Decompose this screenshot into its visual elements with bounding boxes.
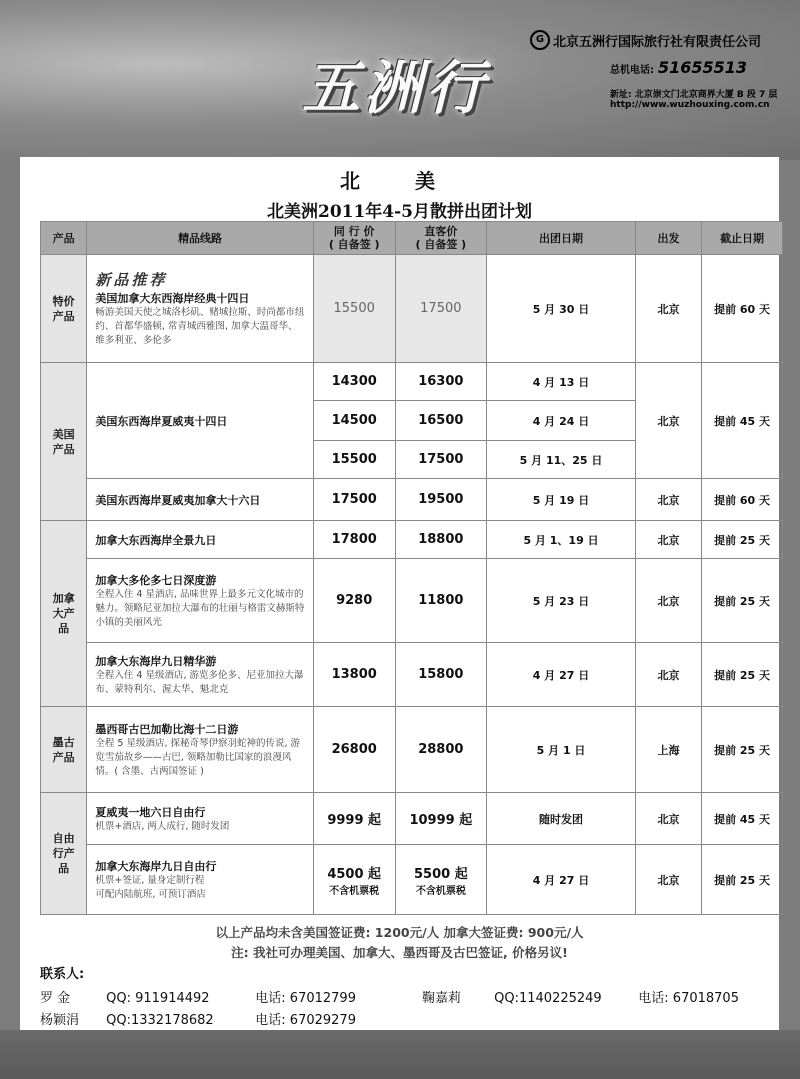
contact-item (422, 987, 739, 1006)
header-deadline: 截止日期 (702, 222, 783, 255)
route-name[interactable]: 美国东西海岸夏威夷十四日 (95, 414, 228, 428)
departure-city: 北京 (635, 793, 701, 845)
table-row (41, 479, 783, 521)
website-url[interactable]: http://www.wuzhouxing.com.cn (610, 100, 770, 110)
direct-price: 17500 (395, 441, 487, 479)
table-row (41, 707, 783, 793)
contact-qq: QQ:1332178682 (106, 1013, 214, 1028)
contact-phone: 电话: 67018705 (638, 991, 739, 1006)
peer-price: 17800 (313, 521, 395, 559)
peer-price: 9999 起 (313, 793, 395, 845)
deadline: 提前 25 天 (702, 845, 783, 915)
page-subtitle: 北美洲2011年4-5月散拼出团计划 (266, 202, 533, 222)
table-row (41, 643, 783, 707)
category-mexico-cuba: 墨古产品 (41, 707, 87, 793)
departure-city: 北京 (635, 479, 701, 521)
category-canada: 加拿大产品 (41, 521, 87, 707)
deadline: 提前 60 天 (702, 479, 783, 521)
route-cell (87, 255, 313, 363)
departure-city: 北京 (635, 845, 701, 915)
route-cell (87, 793, 313, 845)
deadline: 提前 25 天 (702, 559, 783, 643)
route-description: 机票+酒店, 两人成行, 随时发团 (95, 820, 230, 832)
page-title: 北 美 (340, 169, 459, 193)
phone-number: 51655513 (658, 58, 748, 77)
departure-city: 北京 (635, 643, 701, 707)
header-date: 出团日期 (487, 222, 636, 255)
departure-date: 4 月 24 日 (487, 401, 636, 441)
peer-price: 26800 (313, 707, 395, 793)
route-cell (87, 479, 313, 521)
route-description: 全程 5 星级酒店, 探秘奇琴伊察羽蛇神的传说, 游览雪茄故乡——古巴, 领略加勒比国家的浪漫风情。( 含墨、古两国签证 ) (95, 737, 301, 777)
route-name[interactable]: 加拿大东海岸九日精华游 (95, 654, 217, 668)
route-name[interactable]: 美国加拿大东西海岸经典十四日 (95, 292, 250, 305)
route-cell (87, 845, 313, 915)
departure-date: 5 月 11、25 日 (487, 441, 636, 479)
category-usa: 美国产品 (41, 363, 87, 521)
departure-city: 北京 (635, 363, 701, 479)
departure-city: 北京 (635, 255, 701, 363)
route-cell (87, 643, 313, 707)
route-name[interactable]: 夏威夷一地六日自由行 (95, 805, 206, 819)
table-row (41, 255, 783, 363)
new-product-tag: 新品推荐 (95, 271, 168, 289)
table-row (41, 559, 783, 643)
contacts-label: 联系人: (40, 967, 85, 982)
contact-qq: QQ:1140225249 (494, 991, 602, 1006)
deadline: 提前 45 天 (702, 793, 783, 845)
company-name-row (530, 30, 795, 50)
departure-city: 北京 (635, 559, 701, 643)
route-cell (87, 559, 313, 643)
visa-fee-note: 以上产品均未含美国签证费: 1200元/人 加拿大签证费: 900元/人 (215, 925, 584, 940)
table-header-row (41, 222, 783, 255)
contact-item (40, 987, 356, 1006)
deadline: 提前 60 天 (702, 255, 783, 363)
peer-price: 14500 (313, 401, 395, 441)
header-route: 精品线路 (87, 222, 313, 255)
peer-price: 15500 (313, 255, 395, 363)
peer-price: 17500 (313, 479, 395, 521)
peer-price: 9280 (313, 559, 395, 643)
direct-price: 15800 (395, 643, 487, 707)
peer-price: 13800 (313, 643, 395, 707)
peer-price: 4500 起 (327, 866, 382, 882)
departure-city: 上海 (635, 707, 701, 793)
direct-price: 18800 (395, 521, 487, 559)
direct-price: 10999 起 (395, 793, 487, 845)
departure-date: 随时发团 (487, 793, 636, 845)
header-peer-price: 同 行 价 ( 自备签 ) (313, 222, 395, 255)
route-description: 机票+签证, 量身定制行程 可配内陆航班, 可预订酒店 (95, 874, 206, 900)
departure-date: 4 月 27 日 (487, 643, 636, 707)
deadline: 提前 25 天 (702, 521, 783, 559)
peer-price-cell (313, 845, 395, 915)
departure-date: 4 月 27 日 (487, 845, 636, 915)
route-name[interactable]: 美国东西海岸夏威夷加拿大十六日 (95, 493, 261, 507)
direct-price-cell (395, 845, 487, 915)
deadline: 提前 25 天 (702, 643, 783, 707)
departure-city: 北京 (635, 521, 701, 559)
peer-price: 14300 (313, 363, 395, 401)
departure-date: 5 月 19 日 (487, 479, 636, 521)
contact-name: 鞠嘉莉 (422, 991, 462, 1006)
contact-qq: QQ: 911914492 (106, 991, 210, 1006)
peer-price-note: 不含机票税 (329, 885, 380, 897)
company-info (530, 30, 795, 110)
company-logo: 五洲行 (301, 54, 488, 122)
table-row (41, 363, 783, 401)
departure-date: 4 月 13 日 (487, 363, 636, 401)
departure-date: 5 月 23 日 (487, 559, 636, 643)
route-name[interactable]: 加拿大东海岸九日自由行 (95, 859, 217, 873)
direct-price: 16500 (395, 401, 487, 441)
route-description: 全程入住 4 星级酒店, 游览多伦多、尼亚加拉大瀑布、蒙特利尔、渥太华、魁北克 (95, 669, 304, 695)
table-row (41, 793, 783, 845)
footer-background (0, 1030, 800, 1079)
header-departure: 出发 (635, 222, 701, 255)
header-direct-price: 直客价 ( 自备签 ) (395, 222, 487, 255)
departure-date: 5 月 1、19 日 (487, 521, 636, 559)
table-row (41, 521, 783, 559)
departure-date: 5 月 30 日 (487, 255, 636, 363)
contact-item (40, 1009, 356, 1028)
departure-date: 5 月 1 日 (487, 707, 636, 793)
direct-price: 16300 (395, 363, 487, 401)
table-row (41, 845, 783, 915)
route-cell (87, 521, 313, 559)
direct-price: 5500 起 (413, 866, 468, 882)
route-name[interactable]: 加拿大东西海岸全景九日 (95, 533, 217, 547)
direct-price: 11800 (395, 559, 487, 643)
direct-price: 28800 (395, 707, 487, 793)
phone-row (610, 58, 795, 77)
company-name: 北京五洲行国际旅行社有限责任公司 (553, 34, 762, 50)
route-description: 全程入住 4 星酒店, 品味世界上最多元文化城市的魅力。领略尼亚加拉大瀑布的壮丽与格雷文赫斯特小镇的美丽风光 (95, 588, 305, 628)
contact-name: 罗 金 (40, 991, 71, 1006)
route-description: 畅游美国天使之城洛杉矶、赌城拉斯、时尚都市纽约、首都华盛顿, 常青城西雅图, 加拿大温哥华、维多利亚、多伦多 (95, 307, 305, 346)
phone-label: 总机电话: (610, 65, 654, 76)
contact-phone: 电话: 67029279 (255, 1013, 356, 1028)
deadline: 提前 25 天 (702, 707, 783, 793)
itinerary-table (40, 221, 783, 915)
contact-name: 杨颖涓 (40, 1013, 80, 1028)
route-name[interactable]: 加拿大多伦多七日深度游 (95, 573, 217, 587)
direct-price-note: 不含机票税 (415, 885, 466, 897)
category-free-travel: 自由行产品 (41, 793, 87, 915)
deadline: 提前 45 天 (702, 363, 783, 479)
route-cell (87, 707, 313, 793)
header-product: 产品 (41, 222, 87, 255)
direct-price: 17500 (395, 255, 487, 363)
route-cell (87, 363, 313, 479)
itinerary-sheet (20, 157, 779, 1030)
route-name[interactable]: 墨西哥古巴加勒比海十二日游 (95, 722, 239, 736)
direct-price: 19500 (395, 479, 487, 521)
peer-price: 15500 (313, 441, 395, 479)
contact-phone: 电话: 67012799 (255, 991, 356, 1006)
visa-service-note: 注: 我社可办理美国、加拿大、墨西哥及古巴签证, 价格另议! (231, 945, 568, 960)
category-special: 特价产品 (41, 255, 87, 363)
address: 新址: 北京崇文门北京商界大厦 B 段 7 层 (610, 90, 778, 100)
brand-g-icon: G (530, 30, 550, 50)
